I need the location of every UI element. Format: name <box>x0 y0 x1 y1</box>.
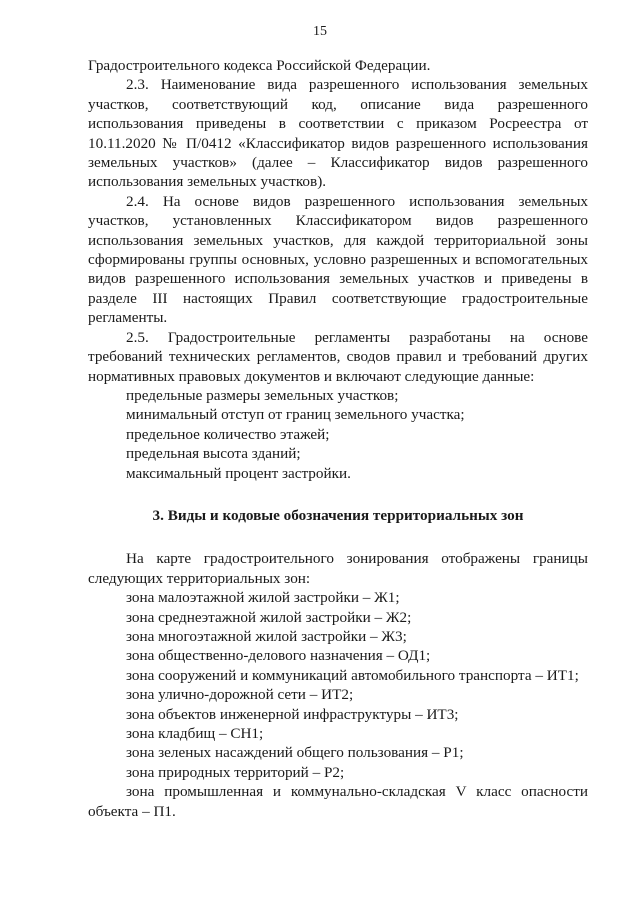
zone-item: зона общественно-делового назначения – ОД1; <box>126 647 431 665</box>
zone-item: зона малоэтажной жилой застройки – Ж1; <box>126 589 400 607</box>
zone-item: зона среднеэтажной жилой застройки – Ж2; <box>126 608 412 626</box>
paragraph-2-4: 2.4. На основе видов разрешенного использования земельных участков, установленных Классификатором видов разрешенного использования земельных участков, для каждой территориальной зоны сформированы группы основных, условно разрешенных и вспомогательных видов разрешенного использования земельных участков и приведены в разделе III настоящих Правил соответствующие градостроительные регламенты. <box>88 192 588 327</box>
data-item: предельные размеры земельных участков; <box>126 386 399 404</box>
zone-item: зона зеленых насаждений общего пользования – Р1; <box>126 744 464 762</box>
paragraph-2-3: 2.3. Наименование вида разрешенного использования земельных участков, соответствующий код, описание вида разрешенного использования приведены в соответствии с приказом Росреестра от 10.11.2020 № П/0412 «Классификатор видов разрешенного использования земельных участков» (далее – Классификатор видов разрешенного использования земельных участков). <box>88 76 588 191</box>
zone-item: зона объектов инженерной инфраструктуры – ИТ3; <box>126 705 459 723</box>
zone-item: зона улично-дорожной сети – ИТ2; <box>126 686 354 704</box>
zone-item: зона промышленная и коммунально-складская V класс опасности объекта – П1. <box>88 783 588 820</box>
section-heading: 3. Виды и кодовые обозначения территориальных зон <box>152 506 524 524</box>
document-body <box>88 56 588 821</box>
data-item: предельная высота зданий; <box>126 445 301 463</box>
zone-item: зона кладбищ – СН1; <box>126 725 264 742</box>
paragraph-2-5: 2.5. Градостроительные регламенты разработаны на основе требований технических регламентов, сводов правил и требований других нормативных правовых документов и включают следующие данные: <box>88 328 588 385</box>
section-intro: На карте градостроительного зонирования отображены границы следующих территориальных зон: <box>88 550 588 587</box>
data-item: предельное количество этажей; <box>126 425 330 443</box>
zone-item: зона природных территорий – Р2; <box>126 763 345 781</box>
paragraph-continuation: Градостроительного кодекса Российской Федерации. <box>88 57 431 74</box>
data-item: максимальный процент застройки. <box>126 464 351 482</box>
data-item: минимальный отступ от границ земельного участка; <box>126 406 465 424</box>
page-number: 15 <box>313 24 327 39</box>
zone-item: зона многоэтажной жилой застройки – Ж3; <box>126 627 407 645</box>
zone-item: зона сооружений и коммуникаций автомобильного транспорта – ИТ1; <box>126 666 579 684</box>
